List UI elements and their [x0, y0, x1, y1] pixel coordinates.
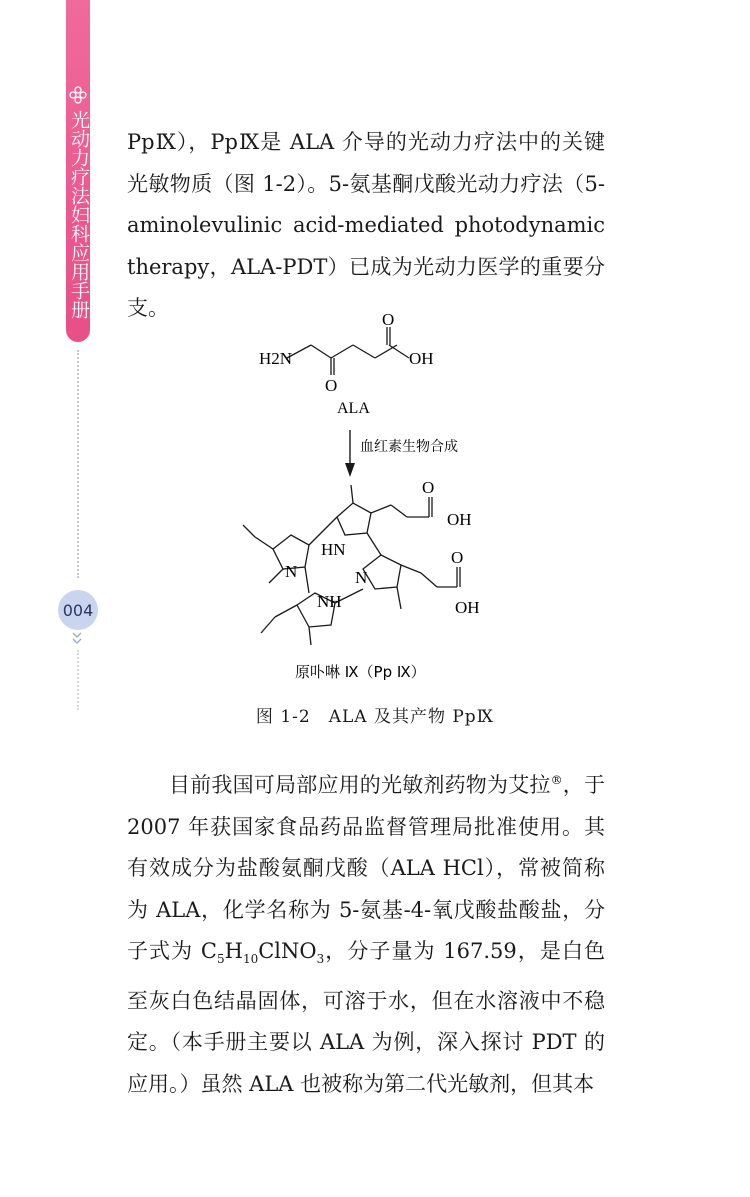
ala-structure — [287, 327, 409, 375]
ppix-o-top: O — [422, 478, 435, 497]
acid-oh-label: OH — [409, 349, 434, 368]
body-paragraph-2 — [127, 760, 605, 1105]
formula-sub-c: 5 — [216, 952, 225, 967]
para2-part4: ClNO — [258, 939, 317, 963]
para2-part5: ，分子量为 167.59，是白色至灰白色结晶固体，可溶于水，但在水溶液中不稳定。（本手册主要以 ALA 为例，深入探讨 PDT 的应用。）虽然 ALA 也被称为第二代光敏剂，但其本 — [127, 939, 605, 1096]
registered-mark: ® — [550, 773, 563, 787]
ppix-oh-top: OH — [447, 510, 472, 529]
acid-o-label: O — [382, 310, 395, 329]
ppix-o-right: O — [451, 548, 464, 567]
chemical-figure — [225, 305, 525, 695]
body-paragraph-1: PpⅨ），PpⅨ是 ALA 介导的光动力疗法中的关键光敏物质（图 1-2）。5-氨基酮戊酸光动力疗法（5-aminolevulinic acid-mediated photodynamic therapy，ALA-PDT）已成为光动力医学的重要分支。 — [127, 130, 605, 320]
flower-icon — [67, 84, 89, 106]
ppix-nh-label: NH — [317, 592, 342, 611]
sidebar-divider — [77, 350, 79, 578]
ppix-structure — [243, 485, 460, 645]
ppix-oh-right: OH — [455, 598, 480, 617]
figure-caption: 图 1-2 ALA 及其产物 PpⅨ — [255, 707, 495, 727]
formula-sub-h: 10 — [242, 952, 259, 967]
ppix-n-left: N — [285, 562, 298, 581]
formula-sub-o: 3 — [316, 952, 325, 967]
ala-label: ALA — [337, 400, 370, 417]
chevron-down-icon — [69, 630, 85, 648]
ppix-label: 原卟啉 Ⅸ（Pp Ⅸ） — [295, 663, 426, 681]
arrow-icon — [345, 463, 355, 477]
book-title: 光动力疗法妇科应用手册 — [68, 110, 90, 319]
para2-part1: 目前我国可局部应用的光敏剂药物为艾拉 — [169, 773, 551, 797]
sidebar-divider-lower — [77, 650, 79, 710]
nh2-label: H2N — [259, 349, 293, 368]
ppix-hn-label: HN — [321, 540, 346, 559]
para2-part3: H — [224, 939, 243, 963]
ppix-n-right: N — [355, 568, 368, 587]
ketone-o-label: O — [325, 376, 338, 395]
arrow-label: 血红素生物合成 — [360, 439, 458, 455]
para2-part2: ，于 2007 年获国家食品药品监督管理局批准使用。其有效成分为盐酸氨酮戊酸（ALA HCl），常被简称为 ALA，化学名称为 5-氨基-4-氧戊酸盐酸盐，分子式为 C — [127, 773, 606, 963]
page-number: 004 — [58, 590, 98, 630]
